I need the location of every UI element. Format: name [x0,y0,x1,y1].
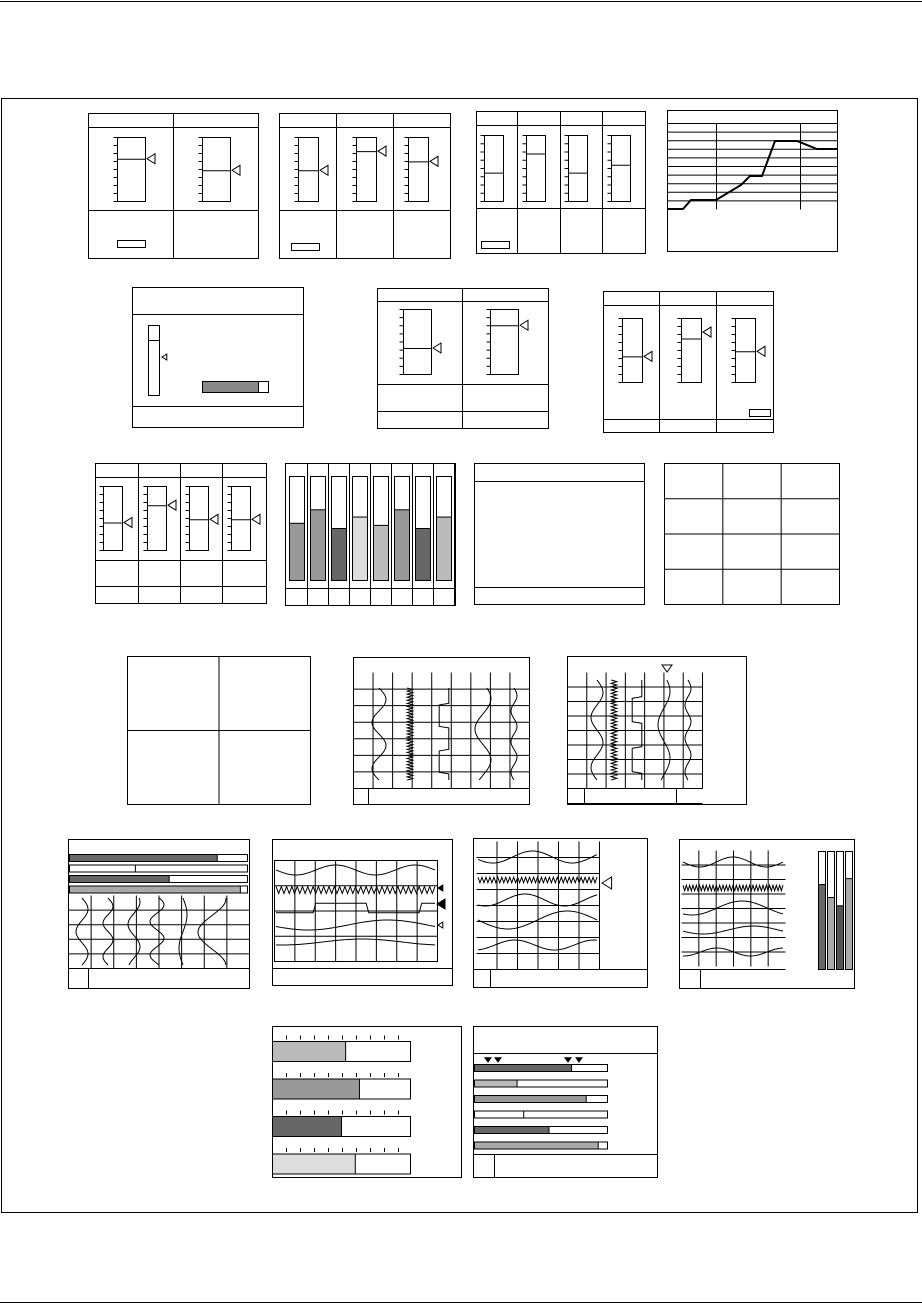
level-gauge [114,138,156,202]
box [475,464,645,605]
level-gauge [523,136,546,202]
bar-fill [475,1065,572,1072]
bar-fill [353,517,368,580]
level-gauge [678,319,712,383]
gauge-box [623,319,643,383]
pointer-marker [378,146,386,156]
trace [128,898,140,965]
level-gauge [481,136,504,202]
bar-fill [475,1080,518,1087]
panel-gauges-2 [89,114,259,259]
panel-htrend [273,840,453,986]
panel-vtrend [354,658,530,805]
gauge-box [569,136,588,202]
pointer-marker [162,354,167,360]
panel-vtrend-marker [568,657,747,805]
gauge-box [190,487,209,551]
level-gauge [400,310,442,375]
gauge-box [409,138,429,202]
panel-htrend-marker [474,839,648,988]
bar-fill [332,529,347,581]
level-gauge [353,138,387,202]
pointer-marker [520,320,528,330]
pointer-marker [757,346,765,356]
gauge-box [491,310,519,375]
pointer-marker [232,165,240,175]
gauge-box [736,319,756,383]
panel-gauges-3 [280,114,451,259]
bar-fill [819,885,826,970]
pointer-marker [430,156,438,166]
gauge-box [148,487,167,551]
trace [439,688,449,780]
gauge-box [203,138,231,202]
pointer-marker [644,351,652,361]
gauge-box [485,136,504,202]
pointer-marker [662,665,672,672]
pointer-marker [433,343,441,353]
gauge-box [682,319,702,383]
level-gauge [608,136,631,202]
bar-fill [395,510,410,581]
tank-box [149,326,160,396]
pointer-marker [147,154,155,164]
trace [76,898,88,965]
bar-fill [437,517,452,580]
horizontal-bar-rest [259,382,269,393]
level-gauge [228,487,261,551]
bar-fill [70,865,136,872]
trace [511,688,517,780]
bar-fill [475,1142,599,1149]
bar-fill [70,855,218,862]
pointer-marker [320,165,328,175]
trace [150,898,164,965]
bar-fill [273,1117,342,1137]
panel-gauges-3b [604,292,774,433]
gauge-box [232,487,251,551]
pointer-marker [438,922,443,928]
pointer-marker [168,500,176,510]
gauge-box [357,138,377,202]
bar-fill [475,1127,549,1134]
bar-fill [273,1042,346,1062]
bar-fill [290,523,305,580]
pointer-marker [495,1058,501,1062]
bar-fill [475,1096,587,1103]
trace [372,688,386,780]
gauge-box [527,136,546,202]
panel-gauges-4b [96,464,267,604]
level-gauge [487,310,529,375]
panel-grid-3x4 [665,464,840,605]
panel-filled-bars [286,464,456,606]
pointer-marker [210,514,218,524]
pointer-marker [124,517,132,527]
gauge-box [104,487,123,551]
panel-level-bar [133,288,304,428]
pointer-marker [437,899,445,909]
panel-hbar-gauges-6 [474,1027,658,1178]
bar-fill [70,876,170,883]
bar-fill [837,906,844,970]
bar-fill [828,898,835,970]
pointer-marker [565,1058,571,1062]
small-button-box [118,241,146,248]
small-button-box [482,242,510,249]
level-gauge [295,138,329,202]
trace [198,898,226,965]
panel-trend-bars [680,840,855,989]
gauge-box [118,138,146,202]
pointer-marker [602,877,612,889]
small-button-box [750,410,771,417]
panel-trend [667,111,838,252]
panel-blank [475,464,645,605]
panel-gauges-4 [477,112,646,254]
gauge-box [404,310,432,375]
box [604,292,774,433]
panel-hbars-trend [69,840,250,989]
level-gauge [405,138,439,202]
level-gauge [565,136,588,202]
level-gauge [144,487,177,551]
bar-fill [273,1079,360,1099]
trace [179,898,187,965]
bar-fill [846,879,853,970]
panel-hbar-gauges [273,1027,462,1178]
level-gauge [619,319,653,383]
pointer-marker [252,514,260,524]
pointer-marker [576,1058,582,1062]
pointer-marker [703,327,711,337]
panel-grid-2x2 [128,657,311,805]
bar-fill [475,1111,524,1118]
box [280,114,451,259]
small-button-box [292,244,320,251]
pointer-marker [485,1058,491,1062]
bar-fill [273,1154,356,1174]
trace [103,898,113,965]
gauge-box [299,138,319,202]
bar-fill [416,529,431,581]
box [354,658,530,805]
level-gauge [186,487,219,551]
gauge-box [612,136,631,202]
level-gauge [199,138,241,202]
trace [475,688,491,780]
level-gauge [732,319,766,383]
level-gauge [100,487,133,551]
bar-fill [374,525,389,580]
panel-gauges-2b [378,289,549,429]
pointer-marker [438,885,443,891]
bar-fill [70,886,241,893]
bar-fill [311,510,326,581]
